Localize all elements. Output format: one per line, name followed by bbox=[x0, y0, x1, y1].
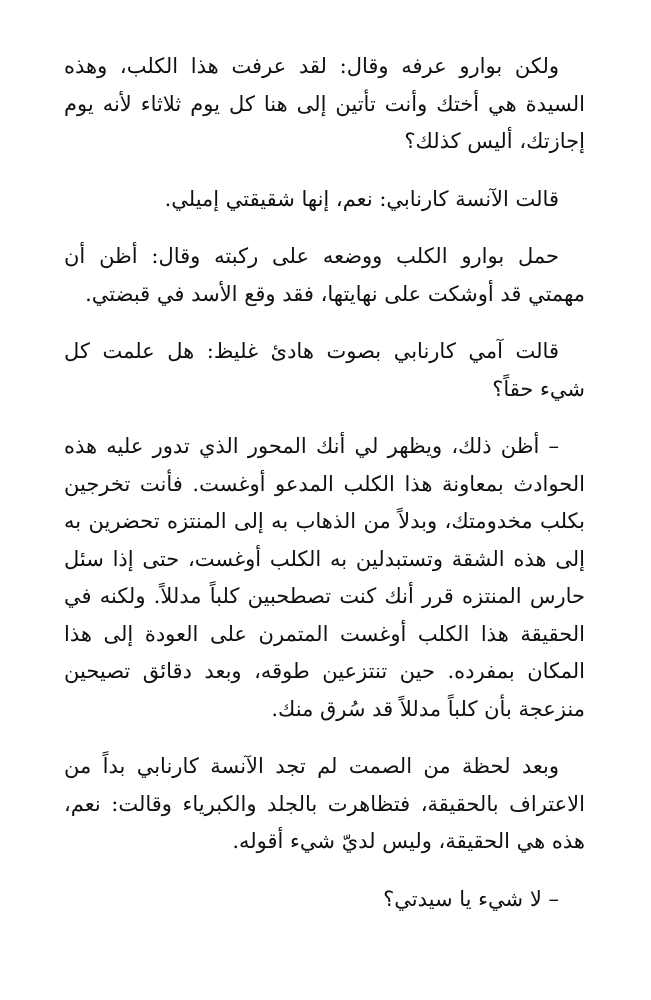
paragraph-5: – أظن ذلك، ويظهر لي أنك المحور الذي تدور عليه هذه الحوادث بمعاونة هذا الكلب المدعو أوغست. فأنت تخرجين بكلب مخدومتك، وبدلاً من الذهاب به إلى المنتزه تحضرين به إلى هذه الشقة وتستبدلين به الكلب أوغست، حتى إذا سئل حارس المنتزه قرر أنك كنت تصطحبين كلباً مدللاً. ولكنه في الحقيقة هذا الكلب أوغست المتمرن على العودة إلى هذا المكان بمفرده. حين تنتزعين طوقه، وبعد دقائق تصيحين منزعجة بأن كلباً مدللاً قد سُرق منك. bbox=[64, 434, 585, 721]
paragraph-4: قالت آمي كارنابي بصوت هادئ غليظ: هل علمت كل شيء حقاً؟ bbox=[64, 339, 585, 401]
paragraph-2: قالت الآنسة كارنابي: نعم، إنها شقيقتي إميلي. bbox=[164, 186, 559, 211]
paragraph-7: – لا شيء يا سيدتي؟ bbox=[383, 886, 559, 911]
paragraph-6: وبعد لحظة من الصمت لم تجد الآنسة كارنابي بداً من الاعتراف بالحقيقة، فتظاهرت بالجلد والكبرياء وقالت: نعم، هذه هي الحقيقة، وليس لديّ شيء أقوله. bbox=[64, 754, 585, 853]
paragraph-3: حمل بوارو الكلب ووضعه على ركبته وقال: أظن أن مهمتي قد أوشكت على نهايتها، فقد وقع الأسد في قبضتي. bbox=[64, 244, 585, 306]
paragraph-1: ولكن بوارو عرفه وقال: لقد عرفت هذا الكلب، وهذه السيدة هي أختك وأنت تأتين إلى هنا كل يوم ثلاثاء لأنه يوم إجازتك، أليس كذلك؟ bbox=[64, 54, 585, 153]
